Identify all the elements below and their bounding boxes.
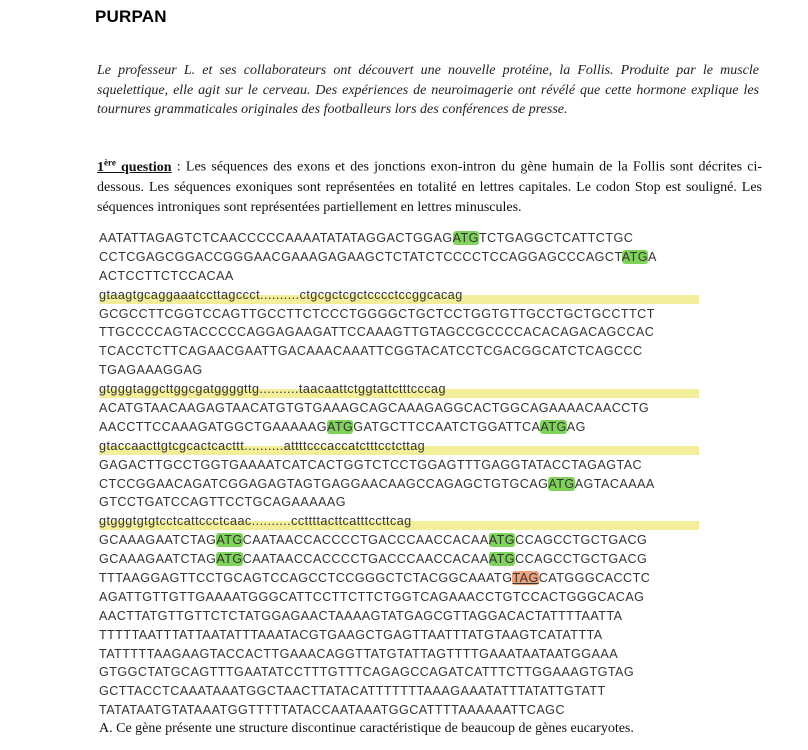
start-codon-highlight: ATG — [452, 231, 479, 245]
exon-text: AACTTATGTTGTTCTCTATGGAGAACTAAAAGTATGAGCGTTAGGACACTATTTTAATTA — [99, 608, 623, 623]
start-codon-highlight: ATG — [488, 533, 516, 548]
statement-a: A. Ce gène présente une structure discontinue caractéristique de beaucoup de gènes eucaryotes. — [99, 721, 634, 736]
exon-text: CTCCGGAACAGATCGGAGAGTAGTGAGGAACAAGCCAGAGCTGTGCAG — [99, 476, 549, 491]
exon-sequence-line — [99, 493, 699, 512]
exon-text: CAATAACCACCCCTGACCCAACCACAA — [242, 533, 489, 548]
exon-text: CCAGCCTGCTGACG — [515, 533, 648, 548]
exon-text: TCACCTCTTCAGAACGAATTGACAAACAAATTCGGTACATCCTCGACGGCATCTCAGCCC — [99, 344, 643, 359]
exon-sequence-line — [99, 701, 699, 720]
exon-sequence-line — [99, 663, 699, 682]
question-number-suffix: ère — [104, 157, 116, 167]
exon-text: GCGCCTTCGGTCCAGTTGCCTTCTCCCTGGGGCTGCTCCTGGTGTTGCCTGCTGCCTTCT — [99, 306, 655, 321]
exon-text: TATTTTTAAGAAGTACCACTTGAAACAGGTTATGTATTAGTTTTGAAATAATAATGGAAA — [99, 646, 619, 661]
exon-text: TCTGAGGCTCATTCTGC — [478, 231, 634, 245]
stop-codon-highlight: TAG — [512, 571, 539, 586]
exon-sequence-line — [99, 399, 699, 418]
exon-sequence-line — [99, 569, 699, 588]
exon-sequence-line — [99, 456, 699, 475]
exon-sequence-line — [99, 682, 699, 701]
exon-text: CCTCGAGCGGACCGGGAACGAAAGAGAAGCTCTATCTCCCCTCCAGGAGCCCAGCT — [99, 249, 622, 264]
exon-sequence-line — [99, 588, 699, 607]
exon-sequence-line — [99, 475, 699, 494]
exon-text: AATATTAGAGTCTCAACCCCCAAAATATATAGGACTGGAG — [99, 231, 453, 245]
start-codon-highlight: ATG — [216, 533, 243, 548]
start-codon-highlight: ATG — [216, 552, 243, 567]
intron-sequence-line — [99, 437, 699, 456]
exon-sequence-line — [99, 645, 699, 664]
question-word: question — [115, 159, 172, 175]
exon-text: A — [648, 249, 657, 264]
exon-text: CATGGGCACCTC — [538, 571, 651, 586]
exon-text: TATATAATGTATAAATGGTTTTTATACCAATAAATGGCATTTTAAAAAATTCAGC — [99, 703, 565, 718]
exon-text: GCTTACCTCAAATAAATGGCTAACTTATACATTTTTTTAAAGAAATATTTATATTGTATT — [99, 684, 606, 699]
intron-sequence-line — [99, 286, 699, 305]
start-codon-highlight: ATG — [621, 249, 648, 264]
exon-text: TTGCCCCAGTACCCCCAGGAGAAGATTCCAAAGTTGTAGCCGCCCCACACAGACAGCCAC — [99, 325, 655, 340]
exon-text: TTTAAGGAGTTCCTGCAGTCCAGCCTCCGGGCTCTACGGCAAATG — [99, 571, 513, 586]
intro-paragraph: Le professeur L. et ses collaborateurs ont découvert une nouvelle protéine, la Follis. Produite par le muscle squelettique, elle agit sur le cerveau. Des expériences de neuroimagerie ont révélé que cette hormone explique les tournures grammaticales originales des footballeurs lors des conférences de presse. — [97, 63, 759, 117]
exon-text: GTGGCTATGCAGTTTGAATATCCTTTGTTTCAGAGCCAGATCATTTCTTGGAAAGTGTAG — [99, 665, 635, 680]
intron-text: gtgggtgtgtcctcattccctcaac..........ccttttacttcatttccttcag — [99, 514, 412, 529]
question-number: 1 — [97, 159, 104, 175]
intron-sequence-line — [99, 512, 699, 531]
exon-sequence-line — [99, 626, 699, 645]
exon-text: TTTTTAATTTATTAATATTTAAATACGTGAAGCTGAGTTAATTTATGTAAGTCATATTTA — [99, 627, 603, 642]
start-codon-highlight: ATG — [548, 476, 575, 491]
question-paragraph — [97, 152, 762, 218]
exon-sequence-line — [99, 361, 699, 380]
intron-text: gtaagtgcaggaaatccttagccct..........ctgcgctcgctcccctccggcacag — [99, 287, 463, 302]
gene-sequence-block — [99, 229, 699, 720]
exon-sequence-line — [99, 229, 699, 248]
exon-text: GAGACTTGCCTGGTGAAAATCATCACTGGTCTCCTGGAGTTTGAGGTATACCTAGAGTAC — [99, 457, 643, 472]
intron-text: gtaccaacttgtcgcactcacttt..........attttcccaccatctttcctcttag — [99, 438, 426, 453]
exon-text: TGAGAAAGGAG — [99, 363, 203, 378]
exon-sequence-line — [99, 342, 699, 361]
page-header-title: PURPAN — [95, 7, 167, 26]
intron-text: gtgggtaggcttggcgatggggttg..........taacaattctggtattctttcccag — [99, 382, 446, 397]
exon-text: AACCTTCCAAAGATGGCTGAAAAAG — [99, 419, 327, 434]
start-codon-highlight: ATG — [326, 419, 354, 434]
exon-sequence-line — [99, 248, 699, 267]
exon-sequence-line — [99, 607, 699, 626]
exon-text: CCAGCCTGCTGACG — [515, 552, 648, 567]
start-codon-highlight: ATG — [540, 419, 567, 434]
exon-text: GCAAAGAATCTAG — [99, 552, 217, 567]
question-title — [97, 157, 172, 175]
exon-text: AG — [566, 419, 586, 434]
exon-text: CAATAACCACCCCTGACCCAACCACAA — [242, 552, 489, 567]
exon-text: AGATTGTTGTTGAAAATGGGCATTCCTTCTTCTGGTCAGAAACCTGTCCACTGGGCACAG — [99, 589, 645, 604]
exon-sequence-line — [99, 267, 699, 286]
exon-text: GCAAAGAATCTAG — [99, 533, 217, 548]
exon-text: GATGCTTCCAATCTGGATTCA — [353, 419, 541, 434]
question-text: : Les séquences des exons et des jonctions exon-intron du gène humain de la Follis sont décrites ci-dessous. Les séquences exoniques sont représentées en totalité en lettres capitales. Le codon Stop est souligné. Les séquences introniques sont représentées partiellement en lettres minuscules. — [97, 159, 763, 215]
exon-sequence-line — [99, 531, 699, 550]
start-codon-highlight: ATG — [488, 552, 516, 567]
exon-text: ACATGTAACAAGAGTAACATGTGTGAAAGCAGCAAAGAGGCACTGGCAGAAAACAACCTG — [99, 401, 650, 416]
exon-text: ACTCCTTCTCCACAA — [99, 268, 234, 283]
exon-sequence-line — [99, 305, 699, 324]
exon-text: GTCCTGATCCAGTTCCTGCAGAAAAAG — [99, 495, 347, 510]
exon-text: AGTACAAAA — [574, 476, 655, 491]
exon-sequence-line — [99, 323, 699, 342]
intron-sequence-line — [99, 380, 699, 399]
exon-sequence-line — [99, 550, 699, 569]
exon-sequence-line — [99, 418, 699, 437]
